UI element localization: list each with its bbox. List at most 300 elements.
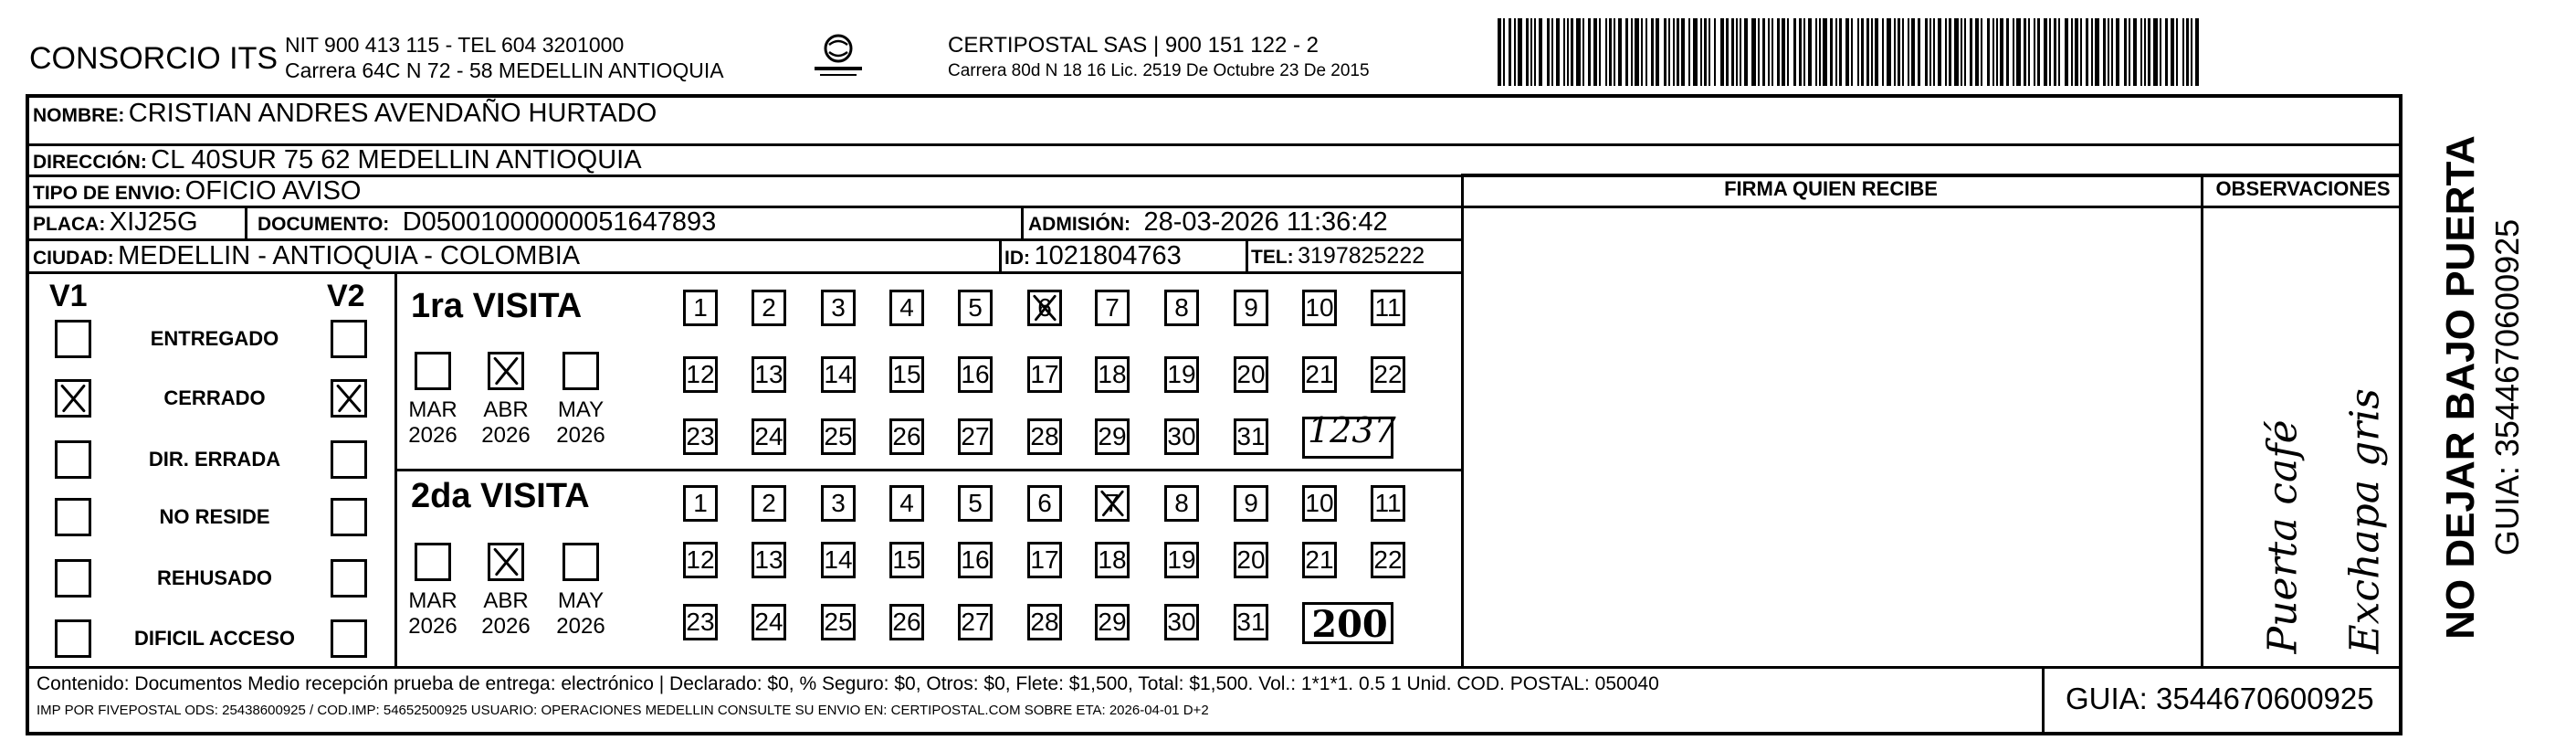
status-label: DIFICIL ACCESO: [133, 627, 295, 650]
day-number: 12: [686, 545, 715, 574]
barcode-bar: [2091, 18, 2093, 86]
month-name: ABR: [483, 588, 529, 613]
day-box[interactable]: [1095, 418, 1130, 455]
barcode-bar: [1704, 18, 1707, 86]
barcode-bar: [2148, 18, 2150, 86]
barcode-bar: [1996, 18, 1998, 86]
v2-checkbox[interactable]: [331, 440, 367, 479]
day-number: 17: [1030, 545, 1059, 574]
barcode-bar: [2129, 18, 2130, 86]
barcode-bar: [1898, 18, 1900, 86]
month-name: MAR: [408, 588, 457, 613]
day-box[interactable]: [821, 604, 856, 640]
day-box[interactable]: [889, 290, 924, 326]
barcode-bar: [2044, 18, 2047, 86]
day-number: 2: [762, 293, 776, 322]
barcode-bar: [1530, 18, 1532, 86]
footer-guia: [2066, 683, 2374, 714]
month-caption: [400, 397, 466, 448]
barcode-bar: [1656, 18, 1659, 86]
barcode-bar: [2058, 18, 2060, 86]
barcode-bar: [2086, 18, 2088, 86]
day-number: 23: [686, 608, 715, 636]
barcode-bar: [2071, 18, 2073, 86]
barcode-bar: [2028, 18, 2030, 86]
month-caption: [473, 588, 539, 639]
month-caption: [548, 588, 614, 639]
day-box[interactable]: [958, 604, 993, 640]
barcode-bar: [1709, 18, 1710, 86]
tipo-envio-field: [33, 178, 361, 205]
month-year: 2026: [408, 422, 457, 448]
observacion-handwritten-2: Exchapa gris: [2341, 388, 2389, 654]
visit-2-time-handwritten: 200: [1311, 603, 1388, 646]
barcode-bar: [2116, 18, 2119, 86]
day-box[interactable]: [683, 418, 718, 455]
barcode-bar: [1588, 18, 1591, 86]
day-number: 13: [754, 360, 783, 388]
day-box[interactable]: [1164, 542, 1199, 578]
day-box[interactable]: [821, 290, 856, 326]
barcode-bar: [2065, 18, 2068, 86]
month-checkbox[interactable]: [563, 543, 599, 581]
barcode-bar: [1567, 18, 1569, 86]
barcode-bar: [2191, 18, 2192, 86]
day-box[interactable]: [958, 485, 993, 522]
day-number: 10: [1305, 293, 1334, 322]
barcode-bar: [1641, 18, 1643, 86]
day-box[interactable]: [752, 542, 786, 578]
barcode-bar: [1803, 18, 1805, 86]
day-box[interactable]: [1027, 542, 1062, 578]
day-number: 22: [1373, 545, 1403, 574]
barcode-bar: [2049, 18, 2051, 86]
direccion-field: [33, 147, 642, 174]
day-number: 18: [1098, 360, 1127, 388]
barcode-bar: [1576, 18, 1581, 86]
barcode-bar: [1526, 18, 1529, 86]
barcode-bar: [1981, 18, 1982, 86]
barcode-bar: [2144, 18, 2146, 86]
barcode-bar: [2095, 18, 2099, 86]
v2-checkbox[interactable]: [331, 559, 367, 598]
day-box[interactable]: [1027, 604, 1062, 640]
barcode-bar: [1799, 18, 1802, 86]
day-number: 30: [1167, 608, 1196, 636]
v1-checkbox[interactable]: [55, 320, 91, 358]
day-box[interactable]: [1234, 542, 1268, 578]
courier-info-line1: CERTIPOSTAL SAS | 900 151 122 - 2: [948, 33, 1319, 58]
tel-field: [1251, 245, 1425, 268]
v1-checkbox[interactable]: [55, 619, 91, 658]
v2-checkbox[interactable]: [331, 619, 367, 658]
barcode-bar: [1815, 18, 1817, 86]
documento-label: DOCUMENTO:: [258, 214, 390, 235]
barcode-bar: [1534, 18, 1536, 86]
month-checkbox[interactable]: [488, 543, 524, 581]
barcode-bar: [1514, 18, 1516, 86]
barcode-bar: [1938, 18, 1941, 86]
day-box[interactable]: [889, 485, 924, 522]
barcode-bar: [1593, 18, 1597, 86]
barcode-bar: [1866, 18, 1869, 86]
day-number: 24: [754, 422, 783, 450]
barcode-bar: [1835, 18, 1837, 86]
day-number: 9: [1244, 293, 1258, 322]
side-guia-value: 3544670600925: [2488, 218, 2526, 458]
day-number: 28: [1030, 422, 1059, 450]
day-number: 4: [899, 293, 914, 322]
barcode-bar: [1949, 18, 1951, 86]
barcode-bar: [1975, 18, 1979, 86]
day-box[interactable]: [1234, 418, 1268, 455]
barcode-bar: [1961, 18, 1962, 86]
barcode-bar: [1830, 18, 1833, 86]
status-label: DIR. ERRADA: [148, 448, 281, 471]
day-box[interactable]: [1234, 604, 1268, 640]
day-box[interactable]: [683, 542, 718, 578]
day-box[interactable]: [683, 485, 718, 522]
day-box[interactable]: [1371, 542, 1405, 578]
observacion-handwritten-1: Puerta café: [2259, 419, 2307, 654]
day-number: 21: [1305, 360, 1334, 388]
day-box[interactable]: [821, 485, 856, 522]
barcode-bar: [2195, 18, 2199, 86]
placa-label: PLACA:: [33, 214, 106, 235]
day-number: 21: [1305, 545, 1334, 574]
barcode-bar: [2034, 18, 2035, 86]
tel-value: 3197825222: [1298, 243, 1425, 269]
barcode-bar: [1498, 18, 1501, 86]
day-box[interactable]: [1234, 290, 1268, 326]
barcode-bar: [1714, 18, 1716, 86]
day-box[interactable]: [1027, 356, 1062, 393]
barcode-bar: [1518, 18, 1522, 86]
day-number: 3: [831, 293, 846, 322]
barcode-bar: [1793, 18, 1796, 86]
day-box[interactable]: [1095, 356, 1130, 393]
barcode-bar: [1768, 18, 1770, 86]
day-box[interactable]: [1095, 485, 1130, 522]
admision-field: [1028, 209, 1388, 236]
day-number: 29: [1098, 608, 1127, 636]
barcode-bar: [1857, 18, 1859, 86]
barcode-bar: [1677, 18, 1679, 86]
barcode-bar: [1823, 18, 1827, 86]
month-caption: [400, 588, 466, 639]
day-number: 23: [686, 422, 715, 450]
company-info-line1: NIT 900 413 115 - TEL 604 3201000: [285, 33, 625, 57]
month-checkbox[interactable]: [415, 352, 451, 390]
day-box[interactable]: [958, 290, 993, 326]
barcode-bar: [1599, 18, 1601, 86]
barcode-bar: [2108, 18, 2109, 86]
status-label: REHUSADO: [157, 566, 272, 589]
day-box[interactable]: [1302, 290, 1337, 326]
placa-value: XIJ25G: [109, 207, 198, 237]
barcode-bar: [2000, 18, 2003, 86]
day-box[interactable]: [821, 542, 856, 578]
v2-checkbox[interactable]: [331, 320, 367, 358]
barcode-bar: [2111, 18, 2113, 86]
barcode-bar: [2133, 18, 2137, 86]
barcode-bar: [1664, 18, 1667, 86]
day-number: 29: [1098, 422, 1127, 450]
barcode-bar: [1503, 18, 1505, 86]
day-number: 11: [1374, 293, 1402, 322]
footer-line1: Contenido: Documentos Medio recepción prueba de entrega: electrónico | Declarado: $0, % Seguro: $0, Otros: $0, Flete: $1,500, Total: $1,500. Vol.: 1*1*1. 0.5 1 Unid. COD. POSTAL: 050040: [37, 673, 1659, 694]
status-label: CERRADO: [163, 386, 266, 409]
barcode-bar: [1751, 18, 1756, 86]
barcode-bar: [2037, 18, 2040, 86]
day-box[interactable]: [1302, 356, 1337, 393]
month-caption: [548, 397, 614, 448]
day-number: 26: [892, 608, 921, 636]
barcode-bar: [1688, 18, 1690, 86]
company-info-line2: Carrera 64C N 72 - 58 MEDELLIN ANTIOQUIA: [285, 58, 724, 82]
day-number: 6: [1037, 293, 1052, 322]
day-number: 1: [693, 489, 708, 517]
barcode-bar: [1625, 18, 1628, 86]
barcode: [1498, 0, 2228, 91]
barcode-bar: [1740, 18, 1741, 86]
day-number: 3: [831, 489, 846, 517]
day-box[interactable]: [1302, 542, 1337, 578]
barcode-bar: [1645, 18, 1647, 86]
v1-checkbox[interactable]: [55, 498, 91, 536]
day-number: 16: [961, 545, 990, 574]
day-box[interactable]: [1095, 542, 1130, 578]
barcode-bar: [1614, 18, 1615, 86]
day-box[interactable]: [752, 604, 786, 640]
barcode-bar: [1571, 18, 1573, 86]
company-name: CONSORCIO ITS: [29, 41, 279, 76]
barcode-bar: [1731, 18, 1734, 86]
day-box[interactable]: [1302, 485, 1337, 522]
barcode-bar: [1839, 18, 1842, 86]
barcode-bar: [1954, 18, 1959, 86]
day-box[interactable]: [958, 418, 993, 455]
day-number: 20: [1236, 545, 1266, 574]
day-number: 19: [1167, 545, 1196, 574]
barcode-bar: [2176, 18, 2178, 86]
day-number: 28: [1030, 608, 1059, 636]
day-box[interactable]: [1027, 418, 1062, 455]
barcode-bar: [1726, 18, 1729, 86]
day-number: 4: [899, 489, 914, 517]
status-label: NO RESIDE: [159, 505, 270, 528]
barcode-bar: [1681, 18, 1685, 86]
day-box[interactable]: [958, 356, 993, 393]
month-caption: [473, 397, 539, 448]
day-box[interactable]: [889, 542, 924, 578]
barcode-bar: [2016, 18, 2021, 86]
documento-field: [258, 209, 716, 236]
barcode-bar: [1861, 18, 1864, 86]
month-year: 2026: [556, 422, 605, 448]
day-number: 15: [892, 545, 921, 574]
barcode-bar: [1547, 18, 1550, 86]
v1-checkbox[interactable]: [55, 440, 91, 479]
id-field: [1004, 243, 1182, 270]
barcode-bar: [1782, 18, 1785, 86]
barcode-bar: [1556, 18, 1560, 86]
day-number: 5: [968, 293, 983, 322]
visit-1-title: 1ra VISITA: [411, 287, 583, 325]
day-number: 8: [1174, 489, 1189, 517]
barcode-bar: [2186, 18, 2189, 86]
barcode-bar: [1787, 18, 1789, 86]
day-box[interactable]: [1164, 356, 1199, 393]
v1-checkbox[interactable]: [55, 559, 91, 598]
barcode-bar: [1762, 18, 1765, 86]
day-box[interactable]: [683, 290, 718, 326]
barcode-bar: [1758, 18, 1760, 86]
day-box[interactable]: [958, 542, 993, 578]
day-box[interactable]: [1095, 290, 1130, 326]
placa-field: [33, 209, 198, 236]
day-box[interactable]: [752, 418, 786, 455]
day-number: 18: [1098, 545, 1127, 574]
barcode-bar: [1882, 18, 1884, 86]
barcode-bar: [1618, 18, 1622, 86]
side-warning: NO DEJAR BAJO PUERTA: [2438, 135, 2483, 640]
barcode-bar: [1673, 18, 1675, 86]
month-name: MAY: [557, 588, 605, 613]
day-box[interactable]: [821, 418, 856, 455]
month-checkbox[interactable]: [488, 352, 524, 390]
barcode-bar: [1987, 18, 1990, 86]
barcode-bar: [1539, 18, 1542, 86]
day-number: 25: [824, 422, 853, 450]
day-number: 27: [961, 608, 990, 636]
day-box[interactable]: [1027, 290, 1062, 326]
barcode-bar: [2013, 18, 2014, 86]
day-box[interactable]: [752, 485, 786, 522]
barcode-bar: [1772, 18, 1773, 86]
day-number: 14: [824, 360, 853, 388]
day-number: 26: [892, 422, 921, 450]
barcode-bar: [2075, 18, 2078, 86]
barcode-bar: [1992, 18, 1994, 86]
barcode-bar: [1635, 18, 1639, 86]
footer-guia-label: GUIA:: [2066, 682, 2148, 715]
documento-value: D05001000000051647893: [402, 207, 717, 237]
day-box[interactable]: [752, 356, 786, 393]
day-number: 6: [1037, 489, 1052, 517]
day-number: 22: [1373, 360, 1403, 388]
day-box[interactable]: [752, 290, 786, 326]
barcode-bar: [2171, 18, 2174, 86]
barcode-bar: [1631, 18, 1633, 86]
barcode-bar: [2054, 18, 2056, 86]
barcode-bar: [1964, 18, 1966, 86]
barcode-bar: [1902, 18, 1904, 86]
barcode-bar: [1945, 18, 1947, 86]
v1-checkbox[interactable]: [55, 379, 91, 418]
month-name: ABR: [483, 397, 529, 422]
barcode-bar: [2103, 18, 2106, 86]
footer-line2: IMP POR FIVEPOSTAL ODS: 25438600925 / COD.IMP: 54652500925 USUARIO: OPERACIONES MEDELLIN CONSULTE SU ENVIO EN: CERTIPOSTAL.COM SOBRE ETA: 2026-04-01 D+2: [37, 703, 1209, 718]
ciudad-field: [33, 243, 580, 270]
day-box[interactable]: [1164, 418, 1199, 455]
day-box[interactable]: [683, 356, 718, 393]
barcode-bar: [1736, 18, 1738, 86]
admision-value: 28-03-2026 11:36:42: [1143, 207, 1388, 237]
day-box[interactable]: [1371, 485, 1405, 522]
day-box[interactable]: [821, 356, 856, 393]
barcode-bar: [1651, 18, 1654, 86]
direccion-value: CL 40SUR 75 62 MEDELLIN ANTIOQUIA: [151, 145, 642, 175]
day-box[interactable]: [889, 418, 924, 455]
day-box[interactable]: [889, 356, 924, 393]
day-number: 14: [824, 545, 853, 574]
day-box[interactable]: [889, 604, 924, 640]
day-box[interactable]: [1164, 485, 1199, 522]
month-name: MAY: [557, 397, 605, 422]
barcode-bar: [1933, 18, 1935, 86]
day-number: 8: [1174, 293, 1189, 322]
courier-info-line2: Carrera 80d N 18 16 Lic. 2519 De Octubre 23 De 2015: [948, 61, 1370, 80]
day-box[interactable]: [1234, 356, 1268, 393]
day-box[interactable]: [1095, 604, 1130, 640]
barcode-bar: [1929, 18, 1931, 86]
day-box[interactable]: [1164, 604, 1199, 640]
month-checkbox[interactable]: [563, 352, 599, 390]
visit-1-time-handwritten: 1237: [1308, 410, 1396, 450]
month-name: MAR: [408, 397, 457, 422]
v2-checkbox[interactable]: [331, 498, 367, 536]
barcode-bar: [1819, 18, 1821, 86]
barcode-bar: [1851, 18, 1853, 86]
signature-area[interactable]: [1465, 208, 2199, 664]
barcode-bar: [1605, 18, 1607, 86]
day-number: 31: [1236, 608, 1266, 636]
month-year: 2026: [408, 613, 457, 639]
day-number: 20: [1236, 360, 1266, 388]
v2-checkbox[interactable]: [331, 379, 367, 418]
day-number: 13: [754, 545, 783, 574]
month-checkbox[interactable]: [415, 543, 451, 581]
day-number: 10: [1305, 489, 1334, 517]
day-number: 1: [693, 293, 708, 322]
day-number: 30: [1167, 422, 1196, 450]
day-box[interactable]: [1234, 485, 1268, 522]
barcode-bar: [1609, 18, 1612, 86]
barcode-bar: [1911, 18, 1915, 86]
day-box[interactable]: [1164, 290, 1199, 326]
admision-label: ADMISIÓN:: [1028, 214, 1130, 235]
barcode-bar: [1720, 18, 1724, 86]
side-guia: [2488, 122, 2526, 652]
footer-guia-value: 3544670600925: [2156, 682, 2374, 715]
v2-label: V2: [327, 279, 365, 313]
barcode-bar: [1871, 18, 1873, 86]
nombre-value: CRISTIAN ANDRES AVENDAÑO HURTADO: [128, 99, 657, 128]
visit-2-title: 2da VISITA: [411, 477, 590, 515]
ciudad-label: CIUDAD:: [33, 248, 114, 269]
tipo-envio-label: TIPO DE ENVIO:: [33, 183, 182, 204]
day-number: 27: [961, 422, 990, 450]
barcode-bar: [1887, 18, 1891, 86]
day-box[interactable]: [683, 604, 718, 640]
barcode-bar: [2080, 18, 2082, 86]
barcode-bar: [1693, 18, 1698, 86]
day-box[interactable]: [1371, 290, 1405, 326]
day-box[interactable]: [1371, 356, 1405, 393]
day-box[interactable]: [1027, 485, 1062, 522]
barcode-bar: [2165, 18, 2168, 86]
